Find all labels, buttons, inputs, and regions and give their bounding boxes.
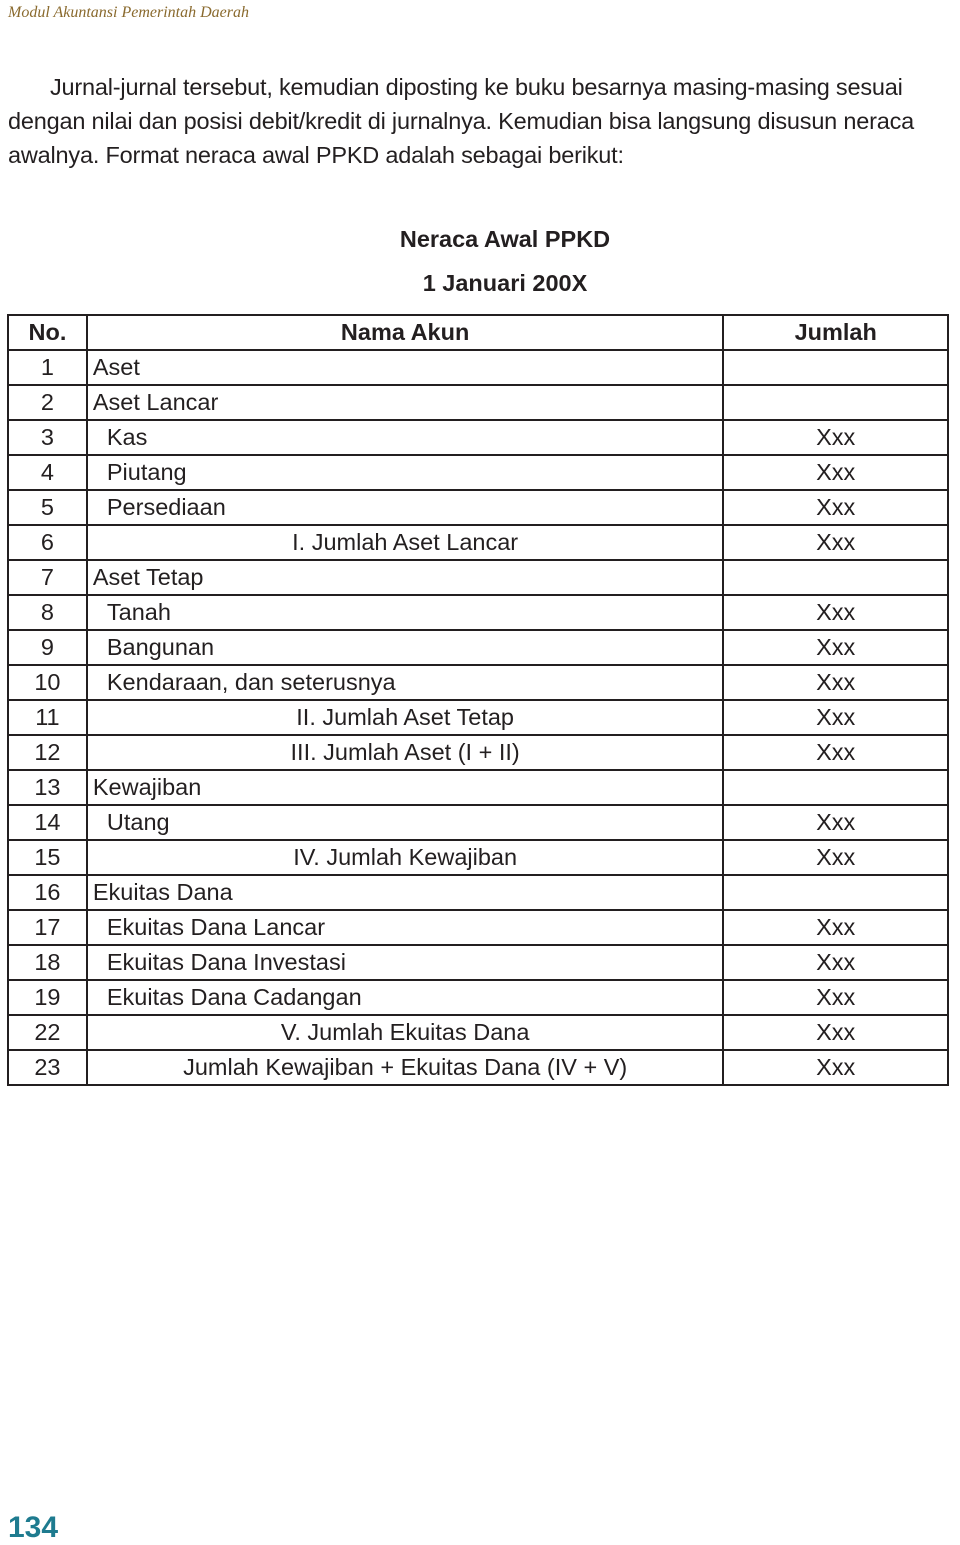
- account-name: Bangunan: [87, 630, 724, 665]
- column-header-jumlah: Jumlah: [723, 315, 948, 350]
- row-number: 10: [8, 665, 87, 700]
- table-row: [8, 350, 948, 385]
- account-name: V. Jumlah Ekuitas Dana: [87, 1015, 724, 1050]
- amount: Xxx: [723, 980, 948, 1015]
- balance-sheet-table: [7, 314, 949, 1086]
- row-number: 16: [8, 875, 87, 910]
- account-name: Aset Tetap: [87, 560, 724, 595]
- account-name: II. Jumlah Aset Tetap: [87, 700, 724, 735]
- table-row: [8, 980, 948, 1015]
- account-name: Tanah: [87, 595, 724, 630]
- row-number: 11: [8, 700, 87, 735]
- amount: Xxx: [723, 490, 948, 525]
- table-row: [8, 420, 948, 455]
- account-name: Kas: [87, 420, 724, 455]
- amount: Xxx: [723, 945, 948, 980]
- row-number: 12: [8, 735, 87, 770]
- table-row: [8, 805, 948, 840]
- account-name: Ekuitas Dana: [87, 875, 724, 910]
- table-row: [8, 560, 948, 595]
- account-name: Aset Lancar: [87, 385, 724, 420]
- row-number: 22: [8, 1015, 87, 1050]
- row-number: 3: [8, 420, 87, 455]
- row-number: 4: [8, 455, 87, 490]
- amount: Xxx: [723, 1015, 948, 1050]
- amount: Xxx: [723, 630, 948, 665]
- row-number: 15: [8, 840, 87, 875]
- row-number: 8: [8, 595, 87, 630]
- table-row: [8, 700, 948, 735]
- running-header: Modul Akuntansi Pemerintah Daerah: [8, 4, 250, 21]
- row-number: 6: [8, 525, 87, 560]
- amount: Xxx: [723, 840, 948, 875]
- table-header-row: [8, 315, 948, 350]
- table-row: [8, 875, 948, 910]
- amount: [723, 875, 948, 910]
- account-name: Aset: [87, 350, 724, 385]
- table-body: [8, 350, 948, 1085]
- account-name: Kewajiban: [87, 770, 724, 805]
- account-name: IV. Jumlah Kewajiban: [87, 840, 724, 875]
- row-number: 5: [8, 490, 87, 525]
- amount: Xxx: [723, 735, 948, 770]
- intro-paragraph: Jurnal-jurnal tersebut, kemudian diposting ke buku besarnya masing-masing sesuai dengan nilai dan posisi debit/kredit di jurnalnya. Kemudian bisa langsung disusun neraca awalnya. Format neraca awal PPKD adalah sebagai berikut:: [8, 74, 915, 168]
- account-name: I. Jumlah Aset Lancar: [87, 525, 724, 560]
- row-number: 1: [8, 350, 87, 385]
- account-name: Utang: [87, 805, 724, 840]
- amount: Xxx: [723, 595, 948, 630]
- amount: Xxx: [723, 420, 948, 455]
- table-row: [8, 490, 948, 525]
- amount: [723, 350, 948, 385]
- table-row: [8, 770, 948, 805]
- account-name: III. Jumlah Aset (I + II): [87, 735, 724, 770]
- table-row: [8, 735, 948, 770]
- table-row: [8, 665, 948, 700]
- amount: Xxx: [723, 1050, 948, 1085]
- table-row: [8, 385, 948, 420]
- amount: Xxx: [723, 525, 948, 560]
- account-name: Ekuitas Dana Investasi: [87, 945, 724, 980]
- table-date: 1 Januari 200X: [422, 270, 588, 296]
- row-number: 19: [8, 980, 87, 1015]
- account-name: Persediaan: [87, 490, 724, 525]
- account-name: Jumlah Kewajiban + Ekuitas Dana (IV + V): [87, 1050, 724, 1085]
- account-name: Ekuitas Dana Cadangan: [87, 980, 724, 1015]
- account-name: Ekuitas Dana Lancar: [87, 910, 724, 945]
- row-number: 13: [8, 770, 87, 805]
- amount: Xxx: [723, 805, 948, 840]
- amount: Xxx: [723, 700, 948, 735]
- amount: Xxx: [723, 910, 948, 945]
- table-row: [8, 525, 948, 560]
- table-row: [8, 630, 948, 665]
- page-number: 134: [8, 1511, 59, 1544]
- intro-text: [8, 70, 960, 172]
- table-row: [8, 1015, 948, 1050]
- amount: [723, 770, 948, 805]
- row-number: 18: [8, 945, 87, 980]
- table-row: [8, 595, 948, 630]
- row-number: 2: [8, 385, 87, 420]
- row-number: 9: [8, 630, 87, 665]
- amount: [723, 560, 948, 595]
- table-row: [8, 455, 948, 490]
- account-name: Kendaraan, dan seterusnya: [87, 665, 724, 700]
- table-row: [8, 1050, 948, 1085]
- table-row: [8, 840, 948, 875]
- table-row: [8, 945, 948, 980]
- table-row: [8, 910, 948, 945]
- row-number: 7: [8, 560, 87, 595]
- row-number: 14: [8, 805, 87, 840]
- table-title: Neraca Awal PPKD: [399, 226, 611, 252]
- column-header-no: No.: [8, 315, 87, 350]
- amount: [723, 385, 948, 420]
- row-number: 23: [8, 1050, 87, 1085]
- column-header-nama-akun: Nama Akun: [87, 315, 724, 350]
- amount: Xxx: [723, 455, 948, 490]
- amount: Xxx: [723, 665, 948, 700]
- account-name: Piutang: [87, 455, 724, 490]
- row-number: 17: [8, 910, 87, 945]
